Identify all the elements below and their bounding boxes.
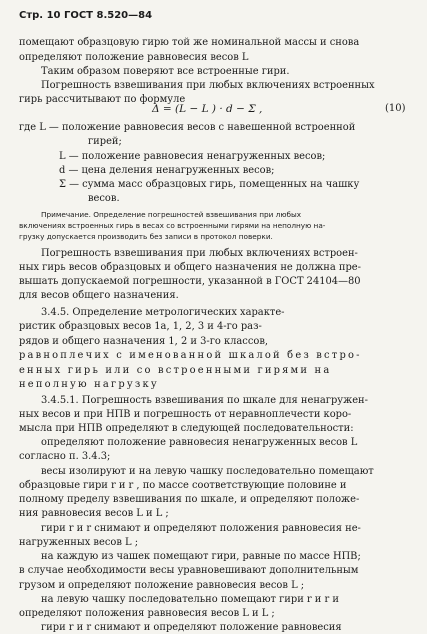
text-line: ния равновесия весов L и L ; <box>19 508 169 519</box>
formula: Δ = (L − L ) · d − Σ , <box>152 103 263 115</box>
text-line: весы изолируют и на левую чашку последовательно помещают <box>41 466 374 477</box>
text-line: Погрешность взвешивания при любых включениях встроенных <box>41 80 375 91</box>
section-heading-line: рядов и общего назначения 1, 2 и 3-го классов, <box>19 336 269 347</box>
text-line: полному пределу взвешивания по шкале, и определяют положе- <box>19 494 360 505</box>
text-line: весов. <box>88 193 120 204</box>
section-heading-line: енных гирь или со встроенными гирями на <box>19 365 332 376</box>
text-line: вышать допускаемой погрешности, указанной в ГОСТ 24104—80 <box>19 276 361 287</box>
text-line: гири r и r снимают и определяют положения равновесия не- <box>41 523 361 534</box>
text-line: Таким образом поверяют все встроенные гири. <box>41 66 290 77</box>
section-heading-line: 3.4.5. Определение метрологических характе- <box>41 307 285 318</box>
text-line: гири r и r снимают и определяют положение равновесия <box>41 622 342 633</box>
section-heading-line: ристик образцовых весов 1а, 1, 2, 3 и 4-го раз- <box>19 321 262 332</box>
text-line: на левую чашку последовательно помещают гири r и r и <box>41 594 339 605</box>
section-heading-line: равноплечих с именованной шкалой без встро- <box>19 350 362 361</box>
text-line: на каждую из чашек помещают гири, равные по массе НПВ; <box>41 551 361 562</box>
text-line: согласно п. 3.4.3; <box>19 451 111 462</box>
text-line: в случае необходимости весы уравновешивают дополнительным <box>19 565 359 576</box>
text-line: определяют положения равновесия весов L и L ; <box>19 608 275 619</box>
text-line: мысла при НПВ определяют в следующей последовательности: <box>19 423 354 434</box>
text-line: гирь рассчитывают по формуле <box>19 94 186 105</box>
text-line: грузом и определяют положение равновесия весов L ; <box>19 580 305 591</box>
text-line: гирей; <box>88 136 122 147</box>
text-line: ных гирь весов образцовых и общего назначения не должна пре- <box>19 262 361 273</box>
note-line: Примечание. Определение погрешностей взвешивания при любых <box>41 210 302 219</box>
text-line: помещают образцовую гирю той же номинальной массы и снова <box>19 37 360 48</box>
text-line: Погрешность взвешивания при любых включениях встроен- <box>41 248 358 259</box>
equation-number: (10) <box>385 103 406 114</box>
note-line: включениях встроенных гирь в весах со встроенными гирями на неполную на- <box>19 221 326 230</box>
text-line: определяют положение равновесия ненагруженных весов L <box>41 437 358 448</box>
text-line: для весов общего назначения. <box>19 290 179 301</box>
text-line: нагруженных весов L ; <box>19 537 139 548</box>
section-heading-line: неполную нагрузку <box>19 379 159 390</box>
text-line: ных весов и при НПВ и погрешность от неравноплечести коро- <box>19 409 352 420</box>
page-header: Стр. 10 ГОСТ 8.520—84 <box>19 10 153 21</box>
text-line: определяют положение равновесия весов L <box>19 52 249 63</box>
note-line: грузку допускается производить без записи в протокол поверки. <box>19 232 273 241</box>
text-line: L — положение равновесия ненагруженных весов; <box>59 151 326 162</box>
text-line: 3.4.5.1. Погрешность взвешивания по шкале для ненагружен- <box>41 395 368 406</box>
text-line: где L — положение равновесия весов с навешенной встроенной <box>19 122 356 133</box>
text-line: Σ — сумма масс образцовых гирь, помещенных на чашку <box>59 179 360 190</box>
text-line: образцовые гири r и r , по массе соответствующие половине и <box>19 480 347 491</box>
text-line: d — цена деления ненагруженных весов; <box>59 165 275 176</box>
